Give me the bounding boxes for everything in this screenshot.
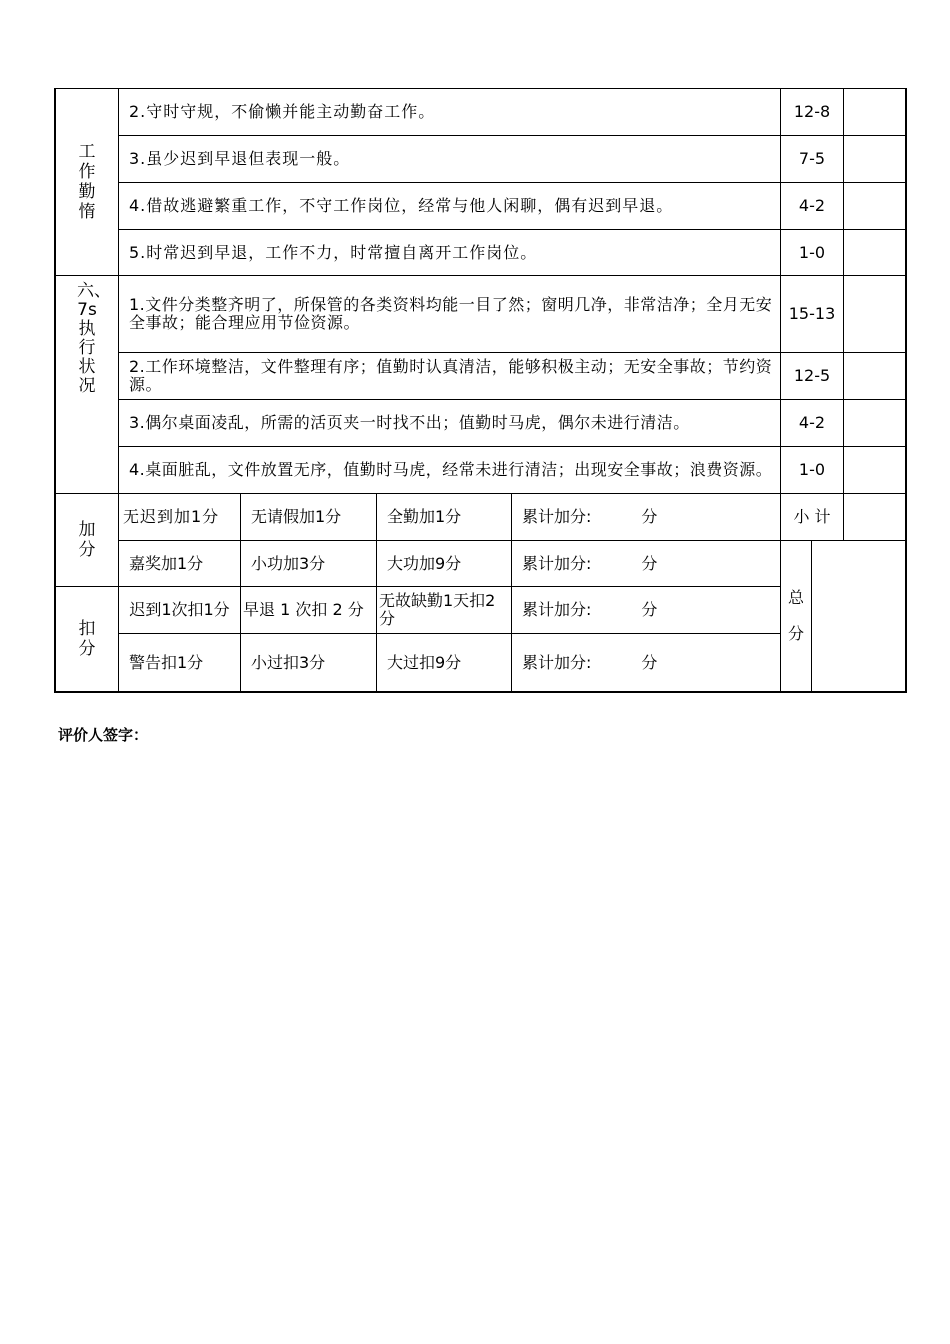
cumulative-label: 累计加分: — [522, 553, 592, 573]
bonus-cumulative — [512, 541, 780, 586]
cumulative-label: 累计加分: — [522, 600, 592, 619]
cumulative-unit: 分 — [641, 600, 658, 619]
deduct-item: 警告扣1分 — [129, 652, 204, 672]
cumulative-unit: 分 — [641, 652, 658, 672]
score-range: 4-2 — [798, 196, 826, 215]
criterion-row: 4.借故逃避繁重工作，不守工作岗位，经常与他人闲聊，偶有迟到早退。 — [129, 196, 674, 215]
criterion-row: 2.守时守规，不偷懒并能主动勤奋工作。 — [129, 102, 436, 121]
section-label-7s: 六、7s执行状况 — [77, 281, 111, 396]
deduct-item: 早退 1 次扣 2 分 — [243, 600, 364, 619]
criterion-row: 3.偶尔桌面凌乱，所需的活页夹一时找不出；值勤时马虎，偶尔未进行清洁。 — [129, 413, 690, 432]
deduct-item: 大过扣9分 — [387, 652, 462, 672]
bonus-item: 无迟到加1分 — [123, 507, 220, 526]
deduct-item: 无故缺勤1天扣2分 — [379, 591, 496, 628]
bonus-item: 全勤加1分 — [387, 507, 462, 526]
score-range: 1-0 — [798, 460, 826, 479]
score-range: 4-2 — [798, 413, 826, 432]
cumulative-label: 累计加分: — [522, 652, 592, 672]
grid-line — [843, 88, 844, 493]
deduct-item: 迟到1次扣1分 — [129, 600, 230, 619]
cumulative-unit: 分 — [641, 507, 658, 526]
criterion-row: 3.虽少迟到早退但表现一般。 — [129, 149, 351, 168]
signature-label: 评价人签字： — [58, 726, 149, 744]
section-label-diligence: 工作勤惰 — [78, 142, 96, 222]
criterion-row: 5.时常迟到早退，工作不力，时常擅自离开工作岗位。 — [129, 242, 538, 262]
bonus-item: 嘉奖加1分 — [129, 553, 204, 573]
table-bottom-border — [54, 691, 907, 693]
criterion-row: 1.文件分类整齐明了，所保管的各类资料均能一目了然；窗明几净，非常洁净；全月无安全事故；能合理应用节俭资源。 — [129, 295, 773, 332]
bonus-item: 小功加3分 — [251, 553, 326, 573]
bonus-cumulative — [512, 494, 780, 540]
score-range: 7-5 — [798, 149, 826, 168]
score-range: 15-13 — [788, 304, 836, 323]
score-range: 12-8 — [793, 102, 831, 121]
score-range: 1-0 — [798, 242, 826, 262]
deduct-item: 小过扣3分 — [251, 652, 326, 672]
criterion-row: 4.桌面脏乱，文件放置无序，值勤时马虎，经常未进行清洁；出现安全事故；浪费资源。 — [129, 460, 773, 479]
table-right-border — [905, 88, 907, 693]
total-label: 总分 — [787, 588, 804, 643]
score-range: 12-5 — [793, 366, 831, 385]
subtotal-label: 小 计 — [793, 507, 831, 526]
deduct-cumulative — [512, 634, 780, 691]
bonus-item: 无请假加1分 — [251, 507, 342, 526]
cumulative-label: 累计加分: — [522, 507, 592, 526]
cumulative-unit: 分 — [641, 553, 658, 573]
deduct-cumulative — [512, 587, 780, 633]
bonus-item: 大功加9分 — [387, 553, 462, 573]
grid-line — [843, 493, 844, 540]
criterion-row: 2.工作环境整洁，文件整理有序；值勤时认真清洁，能够积极主动；无安全事故；节约资源。 — [129, 357, 773, 394]
grid-line — [811, 540, 812, 691]
section-label-deduct: 扣分 — [78, 619, 96, 659]
section-label-bonus: 加分 — [78, 520, 96, 560]
